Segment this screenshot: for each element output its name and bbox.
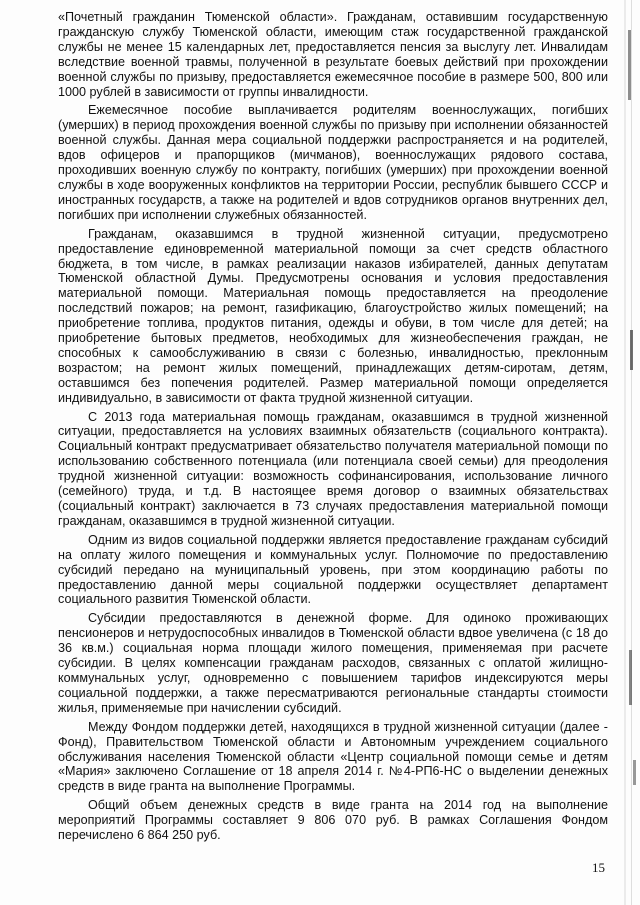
scan-noise xyxy=(628,30,631,100)
paragraph: Между Фондом поддержки детей, находящихся в трудной жизненной ситуации (далее - Фонд), Правительством Тюменской области и Автономным учреждением социального обслуживания населения Тюменской области «Центр социальной помощи семье и детям «Мария» заключено Соглашение от 18 апреля 2014 г. №4-РП6-НС о выделении денежных средств в виде гранта на выполнение Программы. xyxy=(58,719,608,794)
scan-edge xyxy=(624,0,626,905)
scan-edge xyxy=(631,0,632,905)
scan-noise xyxy=(633,760,636,785)
paragraph: С 2013 года материальная помощь гражданам, оказавшимся в трудной жизненной ситуации, предоставляется на условиях взаимных обязательств (социального контракта). Социальный контракт предусматривает обязательство получателя материальной помощи по использованию собственного потенциала (или потенциала своей семьи) для преодоления трудной жизненной ситуации: возможность софинансирования, использование личного (семейного) труда, и т.д. В настоящее время договор о взаимных обязательствах (социальный контракт) заключается в 73 случаях предоставления материальной помощи гражданам, оказавшимся в трудной жизненной ситуации. xyxy=(58,409,608,528)
document-body xyxy=(58,10,608,847)
paragraph: Общий объем денежных средств в виде гранта на 2014 год на выполнение мероприятий Программы составляет 9 806 070 руб. В рамках Соглашения Фондом перечислено 6 864 250 руб. xyxy=(58,798,608,843)
scan-noise xyxy=(630,330,633,370)
paragraph: Одним из видов социальной поддержки является предоставление гражданам субсидий на оплату жилого помещения и коммунальных услуг. Полномочие по предоставлению субсидий передано на муниципальный уровень, при этом координацию работы по предоставлению данной меры социальной поддержки осуществляет департамент социального развития Тюменской области. xyxy=(58,532,608,607)
paragraph: Гражданам, оказавшимся в трудной жизненной ситуации, предусмотрено предоставление единовременной материальной помощи за счет средств областного бюджета, в том числе, в рамках реализации наказов избирателей, данных депутатам Тюменской областной Думы. Предусмотрены основания и условия предоставления материальной помощи. Материальная помощь предоставляется на преодоление последствий пожаров; на ремонт, газификацию, благоустройство жилых помещений; на приобретение топлива, продуктов питания, одежды и обуви, в том числе для детей; на приобретение бытовых предметов, необходимых для жизнеобеспечения граждан, не способных к самообслуживанию в связи с болезнью, инвалидностью, преклонным возрастом; на ремонт жилых помещений, принадлежащих детям-сиротам, детям, оставшимся без попечения родителей. Размер материальной помощи определяется индивидуально, в зависимости от факта трудной жизненной ситуации. xyxy=(58,226,608,405)
paragraph: Субсидии предоставляются в денежной форме. Для одиноко проживающих пенсионеров и нетрудоспособных инвалидов в Тюменской области вдвое увеличена (с 18 до 36 кв.м.) социальная норма площади жилого помещения, применяемая при расчете субсидии. В целях компенсации гражданам расходов, связанных с оплатой жилищно-коммунальных услуг, одновременно с повышением тарифов индексируются меры социальной поддержки, а также пересматриваются региональные стандарты стоимости жилья, применяемые при начислении субсидий. xyxy=(58,611,608,715)
page-number: 15 xyxy=(592,860,605,875)
paragraph: «Почетный гражданин Тюменской области». Гражданам, оставившим государственную гражданскую службу Тюменской области, имеющим стаж государственной гражданской службы не менее 15 календарных лет, предоставляется пенсия за выслугу лет. Инвалидам вследствие военной травмы, полученной в результате боевых действий при прохождении военной службы по призыву, предоставляется ежемесячное пособие в размере 500, 800 или 1000 рублей в зависимости от группы инвалидности. xyxy=(58,10,608,99)
scan-noise xyxy=(629,650,632,705)
paragraph: Ежемесячное пособие выплачивается родителям военнослужащих, погибших (умерших) в период прохождения военной службы по призыву при исполнении обязанностей военной службы. Данная мера социальной поддержки распространяется и на родителей, вдов офицеров и прапорщиков (мичманов), военнослужащих рядового состава, проходивших военную службу по контракту, погибших (умерших) при прохождении военной службы в ходе вооруженных конфликтов на территории России, республик бывшего СССР и иностранных государств, а также на родителей и вдов сотрудников органов внутренних дел, погибших при исполнении служебных обязанностей. xyxy=(58,103,608,222)
